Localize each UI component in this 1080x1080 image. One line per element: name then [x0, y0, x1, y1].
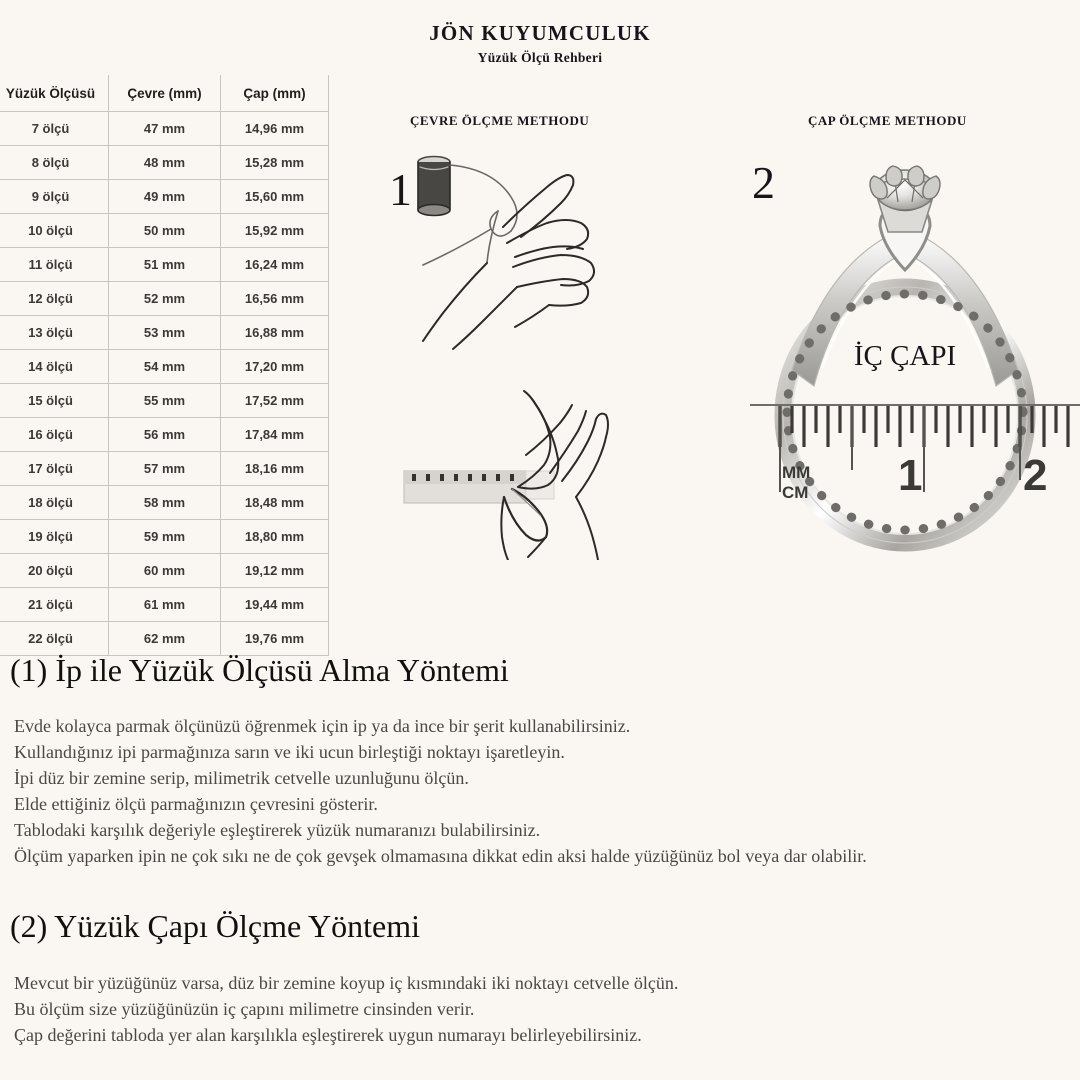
cell-circumference: 62 mm — [109, 622, 221, 656]
ruler-mark-2-label: 2 — [1023, 451, 1048, 500]
cell-circumference: 47 mm — [109, 112, 221, 146]
table-row — [0, 282, 329, 316]
cell-diameter: 18,80 mm — [221, 520, 329, 554]
cell-circumference: 61 mm — [109, 588, 221, 622]
cell-circumference: 58 mm — [109, 486, 221, 520]
table-row — [0, 350, 329, 384]
table-row — [0, 418, 329, 452]
hand-measuring-with-ruler-illustration — [400, 385, 690, 560]
cell-ring-size: 22 ölçü — [0, 622, 109, 656]
cell-ring-size: 15 ölçü — [0, 384, 109, 418]
inner-diameter-label: İÇ ÇAPI — [853, 340, 957, 372]
section-2-heading: (2) Yüzük Çapı Ölçme Yöntemi — [10, 908, 420, 944]
cell-ring-size: 11 ölçü — [0, 248, 109, 282]
table-row — [0, 146, 329, 180]
table-row — [0, 486, 329, 520]
instruction-line: Ölçüm yaparken ipin ne çok sıkı ne de çok gevşek olmamasına dikkat edin aksi halde yüzüğünüz bol veya dar olabilir. — [14, 846, 867, 866]
cell-circumference: 52 mm — [109, 282, 221, 316]
cell-circumference: 48 mm — [109, 146, 221, 180]
cell-diameter: 18,48 mm — [221, 486, 329, 520]
cell-circumference: 54 mm — [109, 350, 221, 384]
cell-ring-size: 13 ölçü — [0, 316, 109, 350]
cell-diameter: 15,60 mm — [221, 180, 329, 214]
ruler-scale — [750, 405, 1080, 502]
ruler-unit-cm-label: CM — [782, 483, 809, 502]
cell-ring-size: 18 ölçü — [0, 486, 109, 520]
cell-ring-size: 21 ölçü — [0, 588, 109, 622]
cell-ring-size: 12 ölçü — [0, 282, 109, 316]
cell-diameter: 17,20 mm — [221, 350, 329, 384]
cell-diameter: 16,88 mm — [221, 316, 329, 350]
cell-circumference: 57 mm — [109, 452, 221, 486]
cell-circumference: 49 mm — [109, 180, 221, 214]
cell-diameter: 17,84 mm — [221, 418, 329, 452]
column-header-size: Yüzük Ölçüsü — [0, 75, 109, 112]
section-1-paragraph — [14, 713, 1074, 869]
cell-circumference: 59 mm — [109, 520, 221, 554]
cell-diameter: 14,96 mm — [221, 112, 329, 146]
step-number-one: 1 — [389, 164, 412, 215]
cell-diameter: 18,16 mm — [221, 452, 329, 486]
section-2-paragraph — [14, 970, 1074, 1048]
instruction-line: Elde ettiğiniz ölçü parmağınızın çevresini gösterir. — [14, 794, 378, 814]
ruler-unit-mm-label: MM — [782, 463, 811, 482]
brand-header — [0, 20, 1080, 66]
ruler-icon — [404, 471, 554, 503]
step-number-two: 2 — [752, 157, 775, 208]
cell-diameter: 16,24 mm — [221, 248, 329, 282]
cell-diameter: 15,28 mm — [221, 146, 329, 180]
column-header-diameter: Çap (mm) — [221, 75, 329, 112]
cell-diameter: 17,52 mm — [221, 384, 329, 418]
cell-circumference: 51 mm — [109, 248, 221, 282]
cell-ring-size: 10 ölçü — [0, 214, 109, 248]
cell-ring-size: 19 ölçü — [0, 520, 109, 554]
instruction-line: Tablodaki karşılık değeriyle eşleştirerek yüzük numaranızı bulabilirsiniz. — [14, 820, 541, 840]
instruction-line: Bu ölçüm size yüzüğünüzün iç çapını milimetre cinsinden verir. — [14, 999, 475, 1019]
cell-circumference: 53 mm — [109, 316, 221, 350]
cell-circumference: 56 mm — [109, 418, 221, 452]
cell-ring-size: 9 ölçü — [0, 180, 109, 214]
instruction-line: Çap değerini tabloda yer alan karşılıkla eşleştirerek uygun numarayı belirleyebilirsiniz. — [14, 1025, 642, 1045]
table-row — [0, 622, 329, 656]
instruction-line: İpi düz bir zemine serip, milimetrik cetvelle uzunluğunu ölçün. — [14, 768, 469, 788]
thread-spool-icon — [418, 157, 450, 216]
cell-diameter: 19,44 mm — [221, 588, 329, 622]
diameter-method-caption: ÇAP ÖLÇME METHODU — [808, 113, 967, 128]
table-row — [0, 316, 329, 350]
table-row — [0, 452, 329, 486]
table-row — [0, 112, 329, 146]
section-1-heading: (1) İp ile Yüzük Ölçüsü Alma Yöntemi — [10, 652, 509, 688]
cell-diameter: 15,92 mm — [221, 214, 329, 248]
column-header-circumference: Çevre (mm) — [109, 75, 221, 112]
page-title: JÖN KUYUMCULUK — [429, 21, 651, 45]
cell-ring-size: 14 ölçü — [0, 350, 109, 384]
cell-diameter: 19,12 mm — [221, 554, 329, 588]
table-body — [0, 112, 329, 656]
table-header-row — [0, 75, 329, 112]
table-row — [0, 180, 329, 214]
circumference-method-caption: ÇEVRE ÖLÇME METHODU — [410, 113, 590, 128]
cell-diameter: 16,56 mm — [221, 282, 329, 316]
cell-circumference: 50 mm — [109, 214, 221, 248]
cell-ring-size: 7 ölçü — [0, 112, 109, 146]
cell-ring-size: 20 ölçü — [0, 554, 109, 588]
ring-size-table — [0, 75, 329, 656]
cell-ring-size: 8 ölçü — [0, 146, 109, 180]
table-row — [0, 248, 329, 282]
cell-ring-size: 17 ölçü — [0, 452, 109, 486]
cell-ring-size: 16 ölçü — [0, 418, 109, 452]
hand-with-thread-illustration — [395, 145, 655, 385]
instruction-line: Mevcut bir yüzüğünüz varsa, düz bir zemine koyup iç kısmındaki iki noktayı cetvelle ölçün. — [14, 973, 679, 993]
cell-diameter: 19,76 mm — [221, 622, 329, 656]
cell-circumference: 55 mm — [109, 384, 221, 418]
table-row — [0, 520, 329, 554]
table-row — [0, 384, 329, 418]
table-row — [0, 588, 329, 622]
instruction-line: Kullandığınız ipi parmağınıza sarın ve iki ucun birleştiği noktayı işaretleyin. — [14, 742, 565, 762]
ring-size-table-container — [0, 75, 328, 656]
page-subtitle: Yüzük Ölçü Rehberi — [477, 50, 603, 66]
table-row — [0, 214, 329, 248]
ruler-mark-1-label: 1 — [898, 451, 923, 500]
table-row — [0, 554, 329, 588]
instruction-line: Evde kolayca parmak ölçünüzü öğrenmek için ip ya da ince bir şerit kullanabilirsiniz. — [14, 716, 631, 736]
ring-diameter-illustration — [730, 140, 1080, 560]
cell-circumference: 60 mm — [109, 554, 221, 588]
